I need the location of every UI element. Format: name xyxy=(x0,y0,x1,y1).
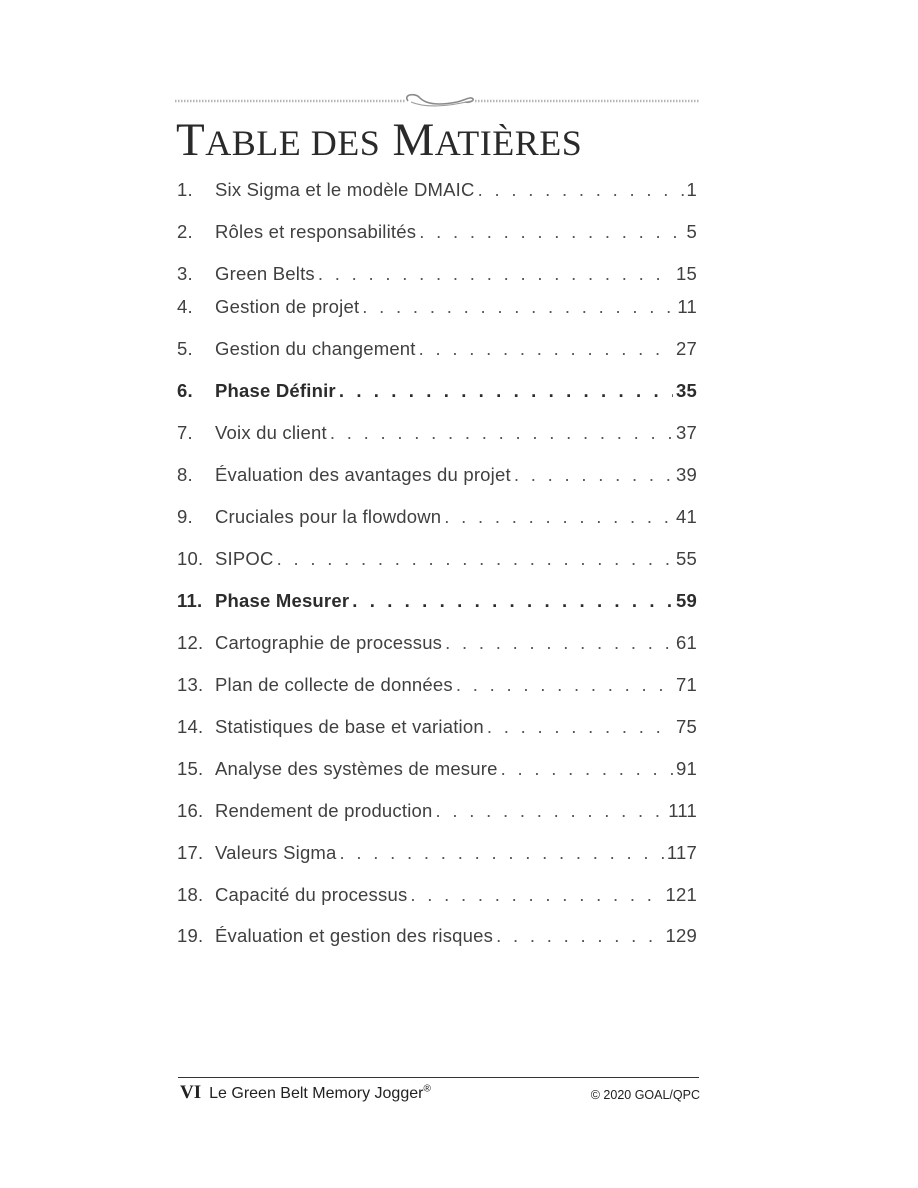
toc-dot-leader xyxy=(410,882,662,908)
toc-entry-number: 18. xyxy=(177,884,204,905)
toc-entry[interactable] xyxy=(177,177,697,203)
toc-entry[interactable] xyxy=(177,504,697,530)
toc-entry[interactable] xyxy=(177,798,697,824)
toc-dot-leader xyxy=(514,462,673,488)
toc-dot-leader xyxy=(496,923,662,949)
toc-entry[interactable] xyxy=(177,462,697,488)
toc-entry-number: 7. xyxy=(177,422,193,443)
toc-entry[interactable] xyxy=(177,672,697,698)
toc-entry-title: Gestion de projet xyxy=(215,296,360,317)
footer-rule xyxy=(178,1077,699,1078)
toc-entry-number: 19. xyxy=(177,925,204,946)
toc-entry-page: 71 xyxy=(676,674,697,695)
toc-entry-page: 35 xyxy=(676,380,697,401)
toc-dot-leader xyxy=(501,756,673,782)
footer-copyright: © 2020 GOAL/QPC xyxy=(590,1088,700,1102)
toc-entry-title: SIPOC xyxy=(215,548,274,569)
toc-entry-page: 75 xyxy=(676,716,697,737)
toc-entry-page: 37 xyxy=(676,422,697,443)
toc-dot-leader xyxy=(445,630,673,656)
toc-entry[interactable] xyxy=(177,261,697,287)
toc-entry-title: Statistiques de base et variation xyxy=(215,716,484,737)
toc-entry[interactable] xyxy=(177,294,697,320)
title-initial-1: T xyxy=(176,114,206,166)
toc-dot-leader xyxy=(362,294,674,320)
toc-entry-page: 55 xyxy=(676,548,697,569)
toc-dot-leader xyxy=(339,378,673,404)
toc-entry-title: Phase Définir xyxy=(215,380,336,401)
toc-entry-number: 16. xyxy=(177,800,204,821)
toc-entry-title: Rôles et responsabilités xyxy=(215,221,417,242)
toc-entry-phase[interactable] xyxy=(177,588,697,614)
toc-entry[interactable] xyxy=(177,420,697,446)
toc-dot-leader xyxy=(330,420,673,446)
toc-entry-page: 39 xyxy=(676,464,697,485)
toc-entry-title: Cartographie de processus xyxy=(215,632,443,653)
toc-entry-number: 4. xyxy=(177,296,193,317)
title-rest-1: ABLE DES xyxy=(205,123,381,163)
toc-entry-number: 15. xyxy=(177,758,204,779)
toc-dot-leader xyxy=(419,336,673,362)
toc-entry-page: 117 xyxy=(666,842,697,863)
registered-mark: ® xyxy=(423,1083,431,1095)
toc-entry[interactable] xyxy=(177,882,697,908)
footer-page-number: VI xyxy=(180,1082,202,1103)
toc-entry-number: 1. xyxy=(177,179,193,200)
toc-dot-leader xyxy=(352,588,673,614)
toc-entry-title: Cruciales pour la flowdown xyxy=(215,506,442,527)
footer-running-title xyxy=(180,1082,431,1104)
toc-entry[interactable] xyxy=(177,840,697,866)
toc-entry-number: 5. xyxy=(177,338,193,359)
toc-dot-leader xyxy=(340,840,664,866)
toc-entry-title: Plan de collecte de données xyxy=(215,674,453,695)
toc-entry-number: 6. xyxy=(177,380,193,401)
toc-entry-page: 61 xyxy=(676,632,697,653)
toc-entry-page: 121 xyxy=(665,884,697,905)
toc-entry[interactable] xyxy=(177,923,697,949)
toc-entry-number: 3. xyxy=(177,263,193,284)
toc-entry[interactable] xyxy=(177,756,697,782)
toc-entry-title: Six Sigma et le modèle DMAIC xyxy=(215,179,475,200)
toc-entry[interactable] xyxy=(177,714,697,740)
toc-entry-number: 12. xyxy=(177,632,204,653)
toc-entry-title: Green Belts xyxy=(215,263,315,284)
page-title xyxy=(176,114,582,169)
toc-dot-leader xyxy=(318,261,673,287)
toc-entry-page: 15 xyxy=(676,263,697,284)
toc-entry[interactable] xyxy=(177,546,697,572)
toc-entry-number: 14. xyxy=(177,716,204,737)
toc-entry[interactable] xyxy=(177,336,697,362)
title-ornament xyxy=(175,92,699,112)
toc-entry[interactable] xyxy=(177,630,697,656)
toc-entry-title: Capacité du processus xyxy=(215,884,408,905)
toc-entry-number: 2. xyxy=(177,221,193,242)
toc-entry-page: 91 xyxy=(676,758,697,779)
toc-entry-title: Voix du client xyxy=(215,422,327,443)
toc-entry-page: 1 xyxy=(686,179,697,200)
toc-entry-title: Valeurs Sigma xyxy=(215,842,337,863)
toc-entry-title: Évaluation et gestion des risques xyxy=(215,925,494,946)
title-rest-2: ATIÈRES xyxy=(434,123,583,163)
toc-entry-number: 9. xyxy=(177,506,193,527)
toc-dot-leader xyxy=(478,177,684,203)
toc-entry[interactable] xyxy=(177,219,697,245)
title-initial-2: M xyxy=(392,114,435,166)
toc-dot-leader xyxy=(277,546,673,572)
toc-entry-phase[interactable] xyxy=(177,378,697,404)
toc-entry-number: 10. xyxy=(177,548,204,569)
toc-entry-title: Analyse des systèmes de mesure xyxy=(215,758,498,779)
toc-entry-title: Rendement de production xyxy=(215,800,433,821)
toc-entry-page: 59 xyxy=(676,590,697,611)
toc-dot-leader xyxy=(419,219,683,245)
toc-entry-page: 129 xyxy=(665,925,697,946)
toc-entry-number: 13. xyxy=(177,674,204,695)
toc-dot-leader xyxy=(444,504,673,530)
toc-entry-number: 8. xyxy=(177,464,193,485)
toc-entry-number: 17. xyxy=(177,842,204,863)
footer-book-title: Le Green Belt Memory Jogger xyxy=(209,1085,424,1102)
toc-entry-title: Gestion du changement xyxy=(215,338,416,359)
toc-dot-leader xyxy=(436,798,666,824)
toc-dot-leader xyxy=(487,714,673,740)
toc-entry-page: 111 xyxy=(668,800,697,821)
toc-entry-title: Évaluation des avantages du projet xyxy=(215,464,511,485)
toc-entry-number: 11. xyxy=(177,590,203,611)
toc-entry-page: 11 xyxy=(677,296,697,317)
toc-entry-page: 41 xyxy=(676,506,697,527)
toc-entry-page: 5 xyxy=(686,221,697,242)
toc-entry-title: Phase Mesurer xyxy=(215,590,350,611)
toc-entry-page: 27 xyxy=(676,338,697,359)
toc-dot-leader xyxy=(456,672,673,698)
